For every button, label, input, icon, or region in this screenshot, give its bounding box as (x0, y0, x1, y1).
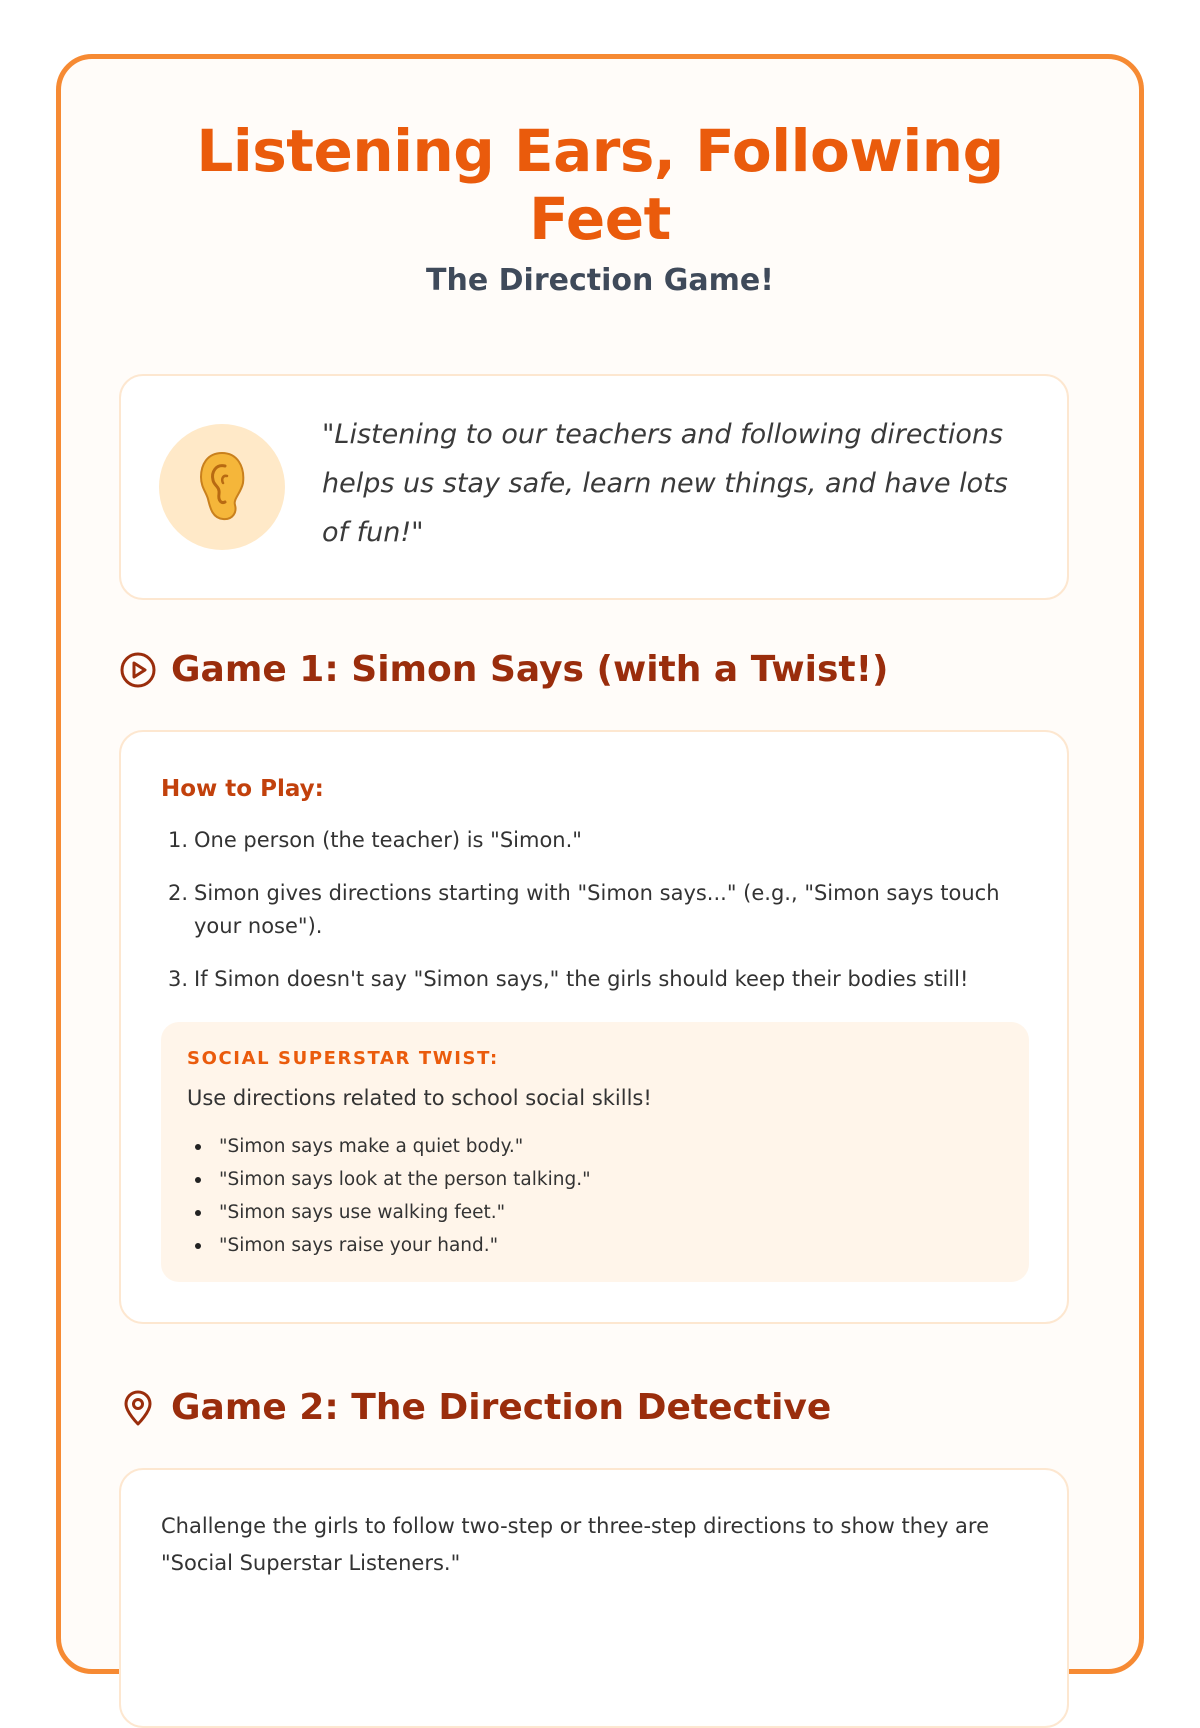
quote-card (119, 374, 1069, 600)
game1-card (119, 730, 1069, 1324)
step-number: 2. (168, 881, 189, 905)
twist-label: SOCIAL SUPERSTAR TWIST: (187, 1048, 499, 1069)
step-number: 1. (168, 828, 189, 852)
list-item: "Simon says look at the person talking." (187, 1163, 591, 1196)
page-title: Listening Ears, Following Feet (196, 117, 1004, 253)
game1-heading (119, 649, 888, 690)
list-item (161, 963, 1031, 996)
how-to-play-label: How to Play: (161, 776, 324, 802)
game2-card (119, 1468, 1069, 1728)
game1-heading-text: Game 1: Simon Says (with a Twist!) (171, 649, 889, 690)
list-item: "Simon says raise your hand." (187, 1229, 591, 1262)
twist-box (161, 1022, 1029, 1282)
game2-heading-text: Game 2: The Direction Detective (171, 1387, 832, 1428)
twist-list (187, 1130, 591, 1262)
quote-text: "Listening to our teachers and following directions helps us stay safe, learn new things, and have lots of fun!" (322, 419, 1008, 548)
game2-text: Challenge the girls to follow two-step or three-step directions to show they are "Social Superstar Listeners." (161, 1514, 990, 1575)
list-item: "Simon says use walking feet." (187, 1196, 591, 1229)
twist-intro: Use directions related to school social skills! (187, 1086, 652, 1110)
list-item (161, 877, 1031, 943)
play-circle-icon (119, 651, 157, 689)
game2-heading (119, 1387, 831, 1428)
page-subtitle: The Direction Game! (426, 263, 774, 298)
ear-icon-circle (159, 424, 285, 550)
step-text: Simon gives directions starting with "Simon says..." (e.g., "Simon says touch your nose"). (194, 881, 1000, 938)
step-number: 3. (168, 967, 189, 991)
ear-icon (197, 450, 247, 522)
map-pin-icon (119, 1389, 157, 1427)
step-text: If Simon doesn't say "Simon says," the girls should keep their bodies still! (194, 967, 969, 991)
steps-list (161, 824, 1031, 1016)
list-item (161, 824, 1031, 857)
list-item: "Simon says make a quiet body." (187, 1130, 591, 1163)
step-text: One person (the teacher) is "Simon." (194, 828, 582, 852)
page-card (56, 54, 1144, 1674)
